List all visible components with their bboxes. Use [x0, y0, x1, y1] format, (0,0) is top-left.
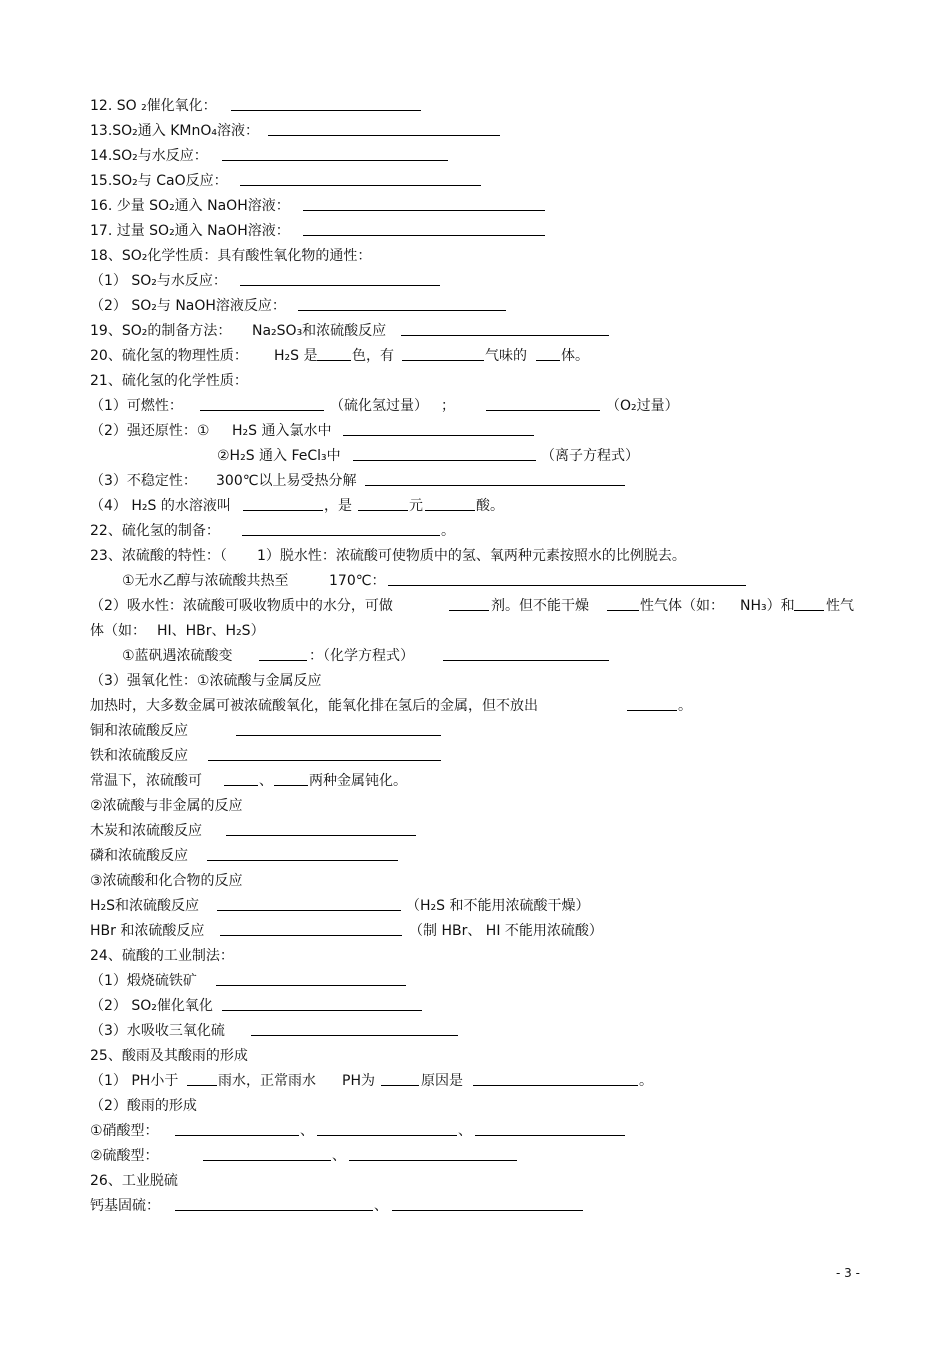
answer-blank[interactable] [317, 345, 351, 361]
item-24-2 [0, 995, 950, 1017]
answer-blank[interactable] [402, 345, 484, 361]
item-text: 性气体（如： [640, 598, 724, 614]
item-text: 体。 [561, 348, 589, 364]
item-label: 12. SO ₂催化氧化： [90, 98, 217, 114]
item-21-3 [0, 470, 950, 492]
item-label: （3）水吸收三氧化硫 [90, 1023, 225, 1039]
item-text: Na₂SO₃和浓硫酸反应 [252, 323, 387, 339]
item-label: （2）强还原性：① [90, 423, 210, 439]
answer-blank[interactable] [388, 570, 746, 586]
answer-blank[interactable] [486, 395, 600, 411]
item-text: 。 [441, 523, 455, 539]
answer-blank[interactable] [358, 495, 408, 511]
item-text: 300℃以上易受热分解 [216, 473, 357, 489]
answer-blank[interactable] [401, 320, 609, 336]
answer-blank[interactable] [203, 1145, 331, 1161]
answer-blank[interactable] [392, 1195, 583, 1211]
item-text: 1）脱水性：浓硫酸可使物质中的氢、氧两种元素按照水的比例脱去。 [257, 548, 686, 564]
item-21 [0, 370, 950, 392]
answer-blank[interactable] [222, 145, 448, 161]
item-label: 21、硫化氢的化学性质： [90, 373, 248, 389]
answer-blank[interactable] [607, 595, 639, 611]
answer-blank[interactable] [224, 770, 258, 786]
item-16 [0, 195, 950, 217]
answer-blank[interactable] [381, 1070, 419, 1086]
answer-blank[interactable] [343, 420, 534, 436]
answer-blank[interactable] [443, 645, 609, 661]
answer-blank[interactable] [259, 645, 307, 661]
item-text: 。 [639, 1073, 653, 1089]
answer-blank[interactable] [274, 770, 308, 786]
item-26 [0, 1170, 950, 1192]
item-label: （2） SO₂催化氧化 [90, 998, 213, 1014]
item-label: 加热时，大多数金属可被浓硫酸氧化，能氧化排在氢后的金属，但不放出 [90, 698, 538, 714]
item-23-1a [0, 570, 950, 592]
item-label: 22、硫化氢的制备： [90, 523, 220, 539]
answer-blank[interactable] [251, 1020, 458, 1036]
item-text: HI、HBr、H₂S） [157, 623, 265, 639]
item-text: 170℃： [329, 573, 386, 589]
answer-blank[interactable] [187, 1070, 217, 1086]
item-text: H₂S 通入氯水中 [232, 423, 332, 439]
item-nitric-type [0, 1120, 950, 1142]
answer-blank[interactable] [175, 1195, 373, 1211]
item-text: ； [441, 398, 455, 414]
item-text: 两种金属钝化。 [309, 773, 407, 789]
item-text: 雨水，正常雨水 [218, 1073, 316, 1089]
answer-blank[interactable] [303, 220, 545, 236]
item-label: H₂S和浓硫酸反应 [90, 898, 200, 914]
answer-blank[interactable] [220, 920, 402, 936]
item-21-2 [0, 420, 950, 442]
item-21-2b [0, 445, 950, 467]
item-label: 19、SO₂的制备方法： [90, 323, 232, 339]
answer-blank[interactable] [317, 1120, 457, 1136]
item-label: （3）不稳定性： [90, 473, 197, 489]
answer-blank[interactable] [627, 695, 677, 711]
answer-blank[interactable] [222, 995, 422, 1011]
item-text: NH₃）和 [740, 598, 795, 614]
item-text: 、 [300, 1123, 314, 1139]
item-text: 气味的 [485, 348, 527, 364]
answer-blank[interactable] [303, 195, 545, 211]
item-label: ①硝酸型： [90, 1123, 159, 1139]
item-label: （1） PH小于 [90, 1073, 179, 1089]
item-label: 体（如： [90, 623, 146, 639]
item-label: （3）强氧化性：①浓硫酸与金属反应 [90, 673, 322, 689]
answer-blank[interactable] [240, 170, 481, 186]
item-label: ③浓硫酸和化合物的反应 [90, 873, 243, 889]
item-label: （1）煅烧硫铁矿 [90, 973, 197, 989]
item-text: 酸。 [476, 498, 504, 514]
item-sulfuric-type [0, 1145, 950, 1167]
answer-blank[interactable] [475, 1120, 625, 1136]
item-text: ，是 [324, 498, 352, 514]
item-23-2c [0, 645, 950, 667]
item-label: 磷和浓硫酸反应 [90, 848, 188, 864]
item-label: 13.SO₂通入 KMnO₄溶液： [90, 123, 259, 139]
item-21-1 [0, 395, 950, 417]
item-label: 木炭和浓硫酸反应 [90, 823, 202, 839]
item-24-3 [0, 1020, 950, 1042]
item-19 [0, 320, 950, 342]
item-label: （2）吸水性：浓硫酸可吸收物质中的水分，可做 [90, 598, 393, 614]
item-25 [0, 1045, 950, 1067]
item-label: 铜和浓硫酸反应 [90, 723, 188, 739]
item-label: ②H₂S 通入 FeCl₃中 [217, 448, 341, 464]
item-text: 、 [374, 1198, 388, 1214]
item-text: 剂。但不能干燥 [491, 598, 589, 614]
item-text: （离子方程式） [541, 448, 639, 464]
item-text: H₂S 是 [274, 348, 318, 364]
item-text: 原因是 [421, 1073, 463, 1089]
answer-blank[interactable] [200, 395, 324, 411]
answer-blank[interactable] [231, 95, 421, 111]
answer-blank[interactable] [268, 120, 500, 136]
item-label: 15.SO₂与 CaO反应： [90, 173, 228, 189]
item-15 [0, 170, 950, 192]
item-23-2 [0, 595, 950, 617]
answer-blank[interactable] [298, 295, 506, 311]
item-24 [0, 945, 950, 967]
item-passivation [0, 770, 950, 792]
item-label: （4） H₂S 的水溶液叫 [90, 498, 231, 514]
item-label: ②浓硫酸与非金属的反应 [90, 798, 243, 814]
item-13 [0, 120, 950, 142]
item-label: 23、浓硫酸的特性：（ [90, 548, 227, 564]
answer-blank[interactable] [349, 1145, 517, 1161]
page-number: - 3 - [836, 1266, 860, 1280]
item-24-1 [0, 970, 950, 992]
item-23-3 [0, 670, 950, 692]
answer-blank[interactable] [353, 445, 536, 461]
item-label: 铁和浓硫酸反应 [90, 748, 188, 764]
item-label: 18、SO₂化学性质：具有酸性氧化物的通性： [90, 248, 372, 264]
answer-blank[interactable] [473, 1070, 638, 1086]
item-text: ：（化学方程式） [309, 648, 414, 664]
item-text: （H₂S 和不能用浓硫酸干燥） [406, 898, 590, 914]
answer-blank[interactable] [794, 595, 824, 611]
item-label: 17. 过量 SO₂通入 NaOH溶液： [90, 223, 290, 239]
item-label: ②硫酸型： [90, 1148, 159, 1164]
answer-blank[interactable] [207, 845, 398, 861]
answer-blank[interactable] [226, 820, 416, 836]
item-text: 色，有 [352, 348, 394, 364]
answer-blank[interactable] [365, 470, 625, 486]
item-hbr [0, 920, 950, 942]
answer-blank[interactable] [216, 970, 406, 986]
answer-blank[interactable] [240, 270, 440, 286]
item-label: 钙基固硫： [90, 1198, 160, 1214]
item-18-1 [0, 270, 950, 292]
item-text: 、 [458, 1123, 472, 1139]
item-20 [0, 345, 950, 367]
item-carbon [0, 820, 950, 842]
answer-blank[interactable] [217, 895, 401, 911]
item-copper [0, 720, 950, 742]
item-text: （O₂过量） [606, 398, 679, 414]
item-12 [0, 95, 950, 117]
item-18 [0, 245, 950, 267]
item-label: 24、硫酸的工业制法： [90, 948, 234, 964]
item-label: （2） SO₂与 NaOH溶液反应： [90, 298, 286, 314]
answer-blank[interactable] [449, 595, 489, 611]
item-label: 25、酸雨及其酸雨的形成 [90, 1048, 248, 1064]
answer-blank[interactable] [425, 495, 475, 511]
item-text: 性气 [826, 598, 854, 614]
item-21-4 [0, 495, 950, 517]
item-text: 、 [259, 773, 273, 789]
item-25-2 [0, 1095, 950, 1117]
item-17 [0, 220, 950, 242]
item-text: 、 [332, 1148, 346, 1164]
item-text: （硫化氢过量） [330, 398, 428, 414]
item-phosphorus [0, 845, 950, 867]
item-text: 元 [409, 498, 423, 514]
item-h2s [0, 895, 950, 917]
item-23-2b [0, 620, 950, 642]
item-text: （制 HBr、 HI 不能用浓硫酸） [409, 923, 603, 939]
answer-blank[interactable] [536, 345, 560, 361]
item-label: （1） SO₂与水反应： [90, 273, 227, 289]
item-text: 。 [678, 698, 692, 714]
item-23 [0, 545, 950, 567]
item-label: 常温下，浓硫酸可 [90, 773, 202, 789]
item-22 [0, 520, 950, 542]
item-iron [0, 745, 950, 767]
item-label: ①无水乙醇与浓硫酸共热至 [122, 573, 289, 589]
item-23-3a [0, 695, 950, 717]
item-23-3c [0, 870, 950, 892]
item-label: ①蓝矾遇浓硫酸变 [122, 648, 233, 664]
answer-blank[interactable] [175, 1120, 299, 1136]
item-18-2 [0, 295, 950, 317]
item-23-3b [0, 795, 950, 817]
item-14 [0, 145, 950, 167]
item-label: （2）酸雨的形成 [90, 1098, 197, 1114]
item-25-1 [0, 1070, 950, 1092]
answer-blank[interactable] [242, 520, 440, 536]
item-label: HBr 和浓硫酸反应 [90, 923, 205, 939]
item-label: 14.SO₂与水反应： [90, 148, 208, 164]
answer-blank[interactable] [236, 720, 441, 736]
item-text: PH为 [342, 1073, 375, 1089]
item-label: 16. 少量 SO₂通入 NaOH溶液： [90, 198, 290, 214]
item-label: 20、硫化氢的物理性质： [90, 348, 248, 364]
item-label: 26、工业脱硫 [90, 1173, 178, 1189]
item-calcium [0, 1195, 950, 1217]
answer-blank[interactable] [243, 495, 323, 511]
item-label: （1）可燃性： [90, 398, 183, 414]
answer-blank[interactable] [208, 745, 441, 761]
